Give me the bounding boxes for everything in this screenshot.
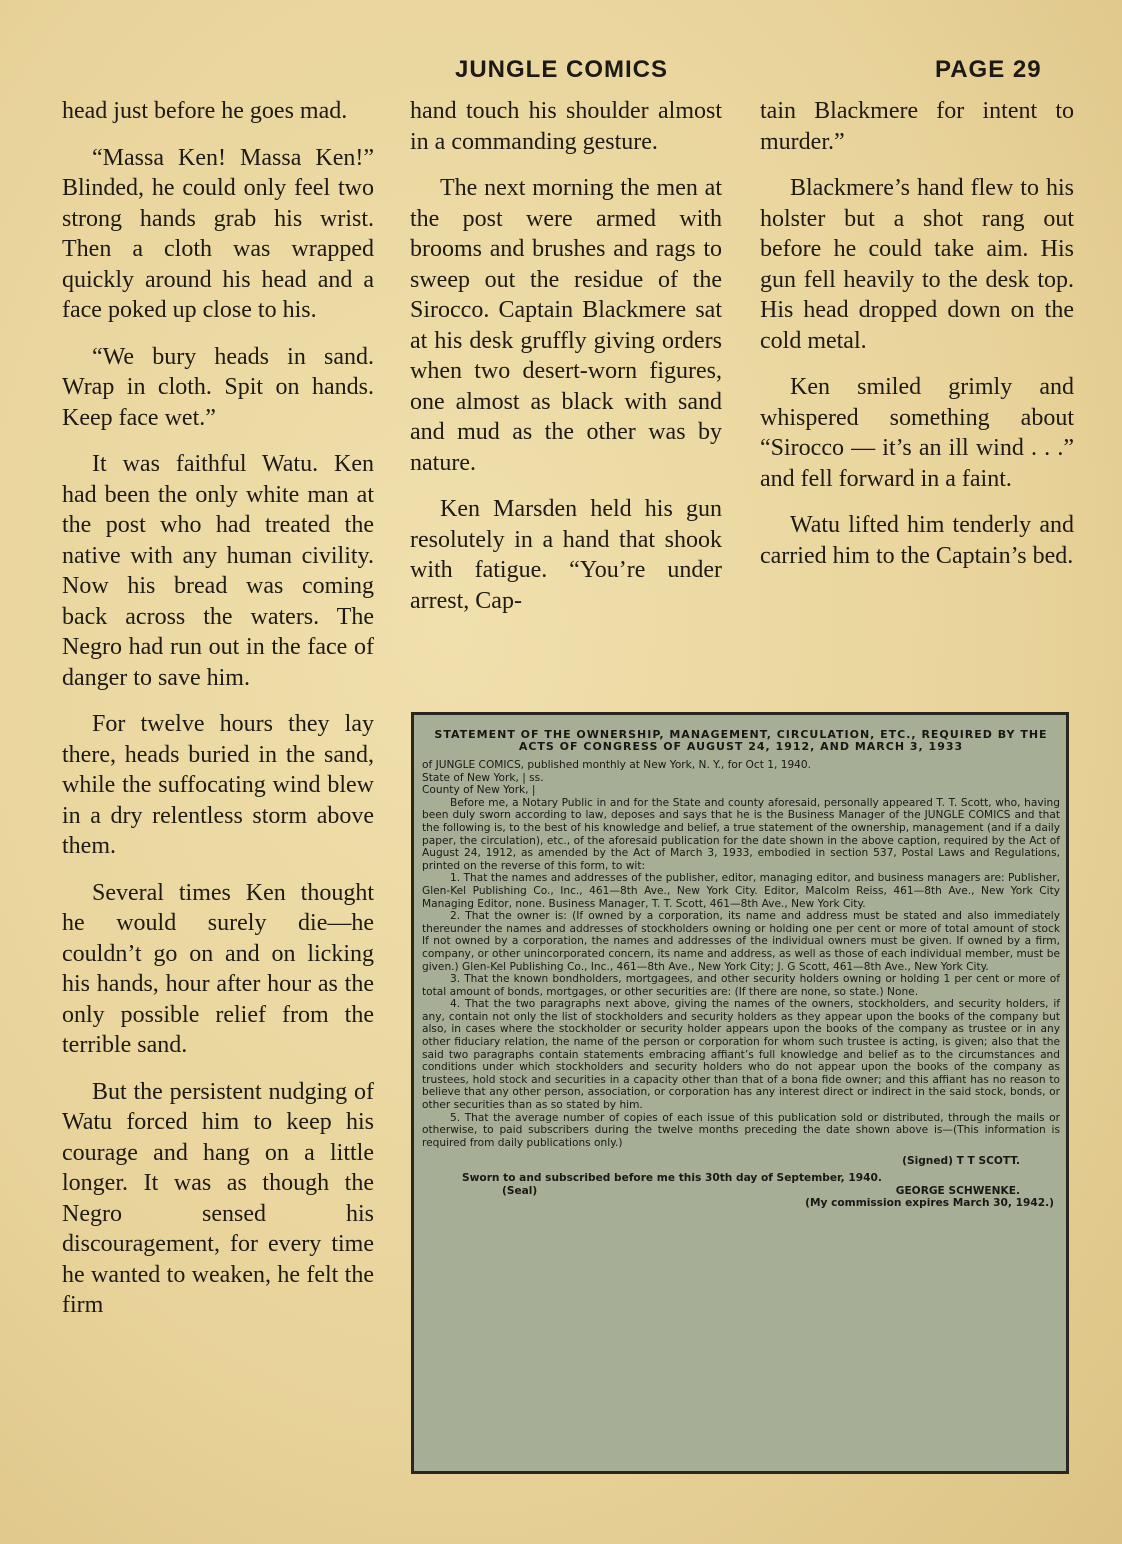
- statement-intro: Before me, a Notary Public in and for the State and county aforesaid, personally appeared T. T. Scott, who, having been duly sworn according to law, deposes and says that he is the Business Manager of the JUNGLE COMICS and that the following is, to the best of his knowledge and belief, a true statement of the ownership, management (and if a daily paper, the circulation), etc., of the aforesaid publication for the date shown in the above caption, required by the Act of August 24, 1912, as amended by the Act of March 3, 1933, embodied in section 537, Postal Laws and Regulations, printed on the reverse of this form, to wit:: [422, 796, 1060, 872]
- paragraph: For twelve hours they lay there, heads buried in the sand, while the suffocating wind blew in a dry relentless storm above them.: [62, 711, 374, 859]
- text-column-2: [410, 96, 722, 632]
- statement-notary: GEORGE SCHWENKE.: [895, 1184, 1020, 1197]
- paragraph: Several times Ken thought he would surely die—he couldn’t go on and on licking his hands, hour after hour as the only possible relief from the terrible sand.: [62, 879, 374, 1058]
- statement-sworn: Sworn to and subscribed before me this 30th day of September, 1940.: [462, 1172, 882, 1184]
- statement-seal-row: [422, 1185, 1060, 1198]
- statement-commission: (My commission expires March 30, 1942.): [805, 1197, 1054, 1210]
- statement-of-line: of JUNGLE COMICS, published monthly at New York, N. Y., for Oct 1, 1940.: [422, 759, 812, 771]
- text-column-3: [760, 96, 1074, 587]
- paragraph: tain Blackmere for intent to murder.”: [760, 98, 1074, 155]
- paragraph: Watu lifted him tenderly and carried him to the Captain’s bed.: [760, 512, 1074, 569]
- statement-item-3: 3. That the known bondholders, mortgagees, and other security holders owning or holding 1 per cent or more of total amount of bonds, mortgages, or other securities are: (If there are none, so state.) None.: [422, 973, 1060, 998]
- statement-heading: STATEMENT OF THE OWNERSHIP, MANAGEMENT, CIRCULATION, ETC., REQUIRED BY THE ACTS OF CONGRESS OF AUGUST 24, 1912, AND MARCH 3, 1933: [434, 728, 1048, 753]
- statement-item-1: 1. That the names and addresses of the publisher, editor, managing editor, and business managers are: Publisher, Glen-Kel Publishing Co., Inc., 461—8th Ave., New York City. Editor, Malcolm Reiss, 461—8th Ave., New York City Managing Editor, none. Business Manager, T. T. Scott, 461—8th Ave., New York City.: [422, 872, 1060, 910]
- text-column-1: [62, 96, 374, 1337]
- statement-item-2: 2. That the owner is: (If owned by a corporation, its name and address must be stated and also immediately thereunder the names and addresses of stockholders owning or holding one per cent or more of total amount of stock If not owned by a corporation, the names and addresses of the individual owners must be given. If owned by a firm, company, or other unincorporated concern, its name and address, as well as those of each individual member, must be given.) Glen-Kel Publishing Co., Inc., 461—8th Ave., New York City; J. G Scott, 461—8th Ave., New York City.: [422, 910, 1060, 973]
- paragraph: “Massa Ken! Massa Ken!” Blinded, he could only feel two strong hands grab his wrist. Then a cloth was wrapped quickly around his head and a face poked up close to his.: [62, 144, 374, 323]
- statement-county-line: County of New York, |: [422, 784, 536, 797]
- magazine-title: JUNGLE COMICS: [455, 56, 669, 83]
- paragraph: “We bury heads in sand. Wrap in cloth. Spit on hands. Keep face wet.”: [62, 343, 374, 431]
- statement-item-5: 5. That the average number of copies of each issue of this publication sold or distributed, through the mails or otherwise, to paid subscribers during the twelve months preceding the date shown above is—(This information is required from daily publications only.): [422, 1111, 1060, 1149]
- paragraph: The next morning the men at the post were armed with brooms and brushes and rags to sweep out the residue of the Sirocco. Captain Blackmere sat at his desk gruffly giving orders when two desert-worn figures, one almost as black with sand and mud as the other was by nature.: [410, 175, 722, 476]
- ownership-statement-box: [411, 712, 1069, 1474]
- paragraph: hand touch his shoulder almost in a commanding gesture.: [410, 98, 722, 155]
- statement-item-4: 4. That the two paragraphs next above, giving the names of the owners, stockholders, and security holders, if any, contain not only the list of stockholders and security holders as they appear upon the books of the company but also, in cases where the stockholder or security holder appears upon the books of the company as trustee or in any other fiduciary relation, the name of the person or corporation for whom such trustee is acting, is given; also that the said two paragraphs contain statements embracing affiant’s full knowledge and belief as to the circumstances and conditions under which stockholders and security holders who do not appear upon the books of the company as trustees, hold stock and securities in a capacity other than that of a bona fide owner; and this affiant has no reason to believe that any other person, association, or corporation has any interest direct or indirect in the said stock, bonds, or other securities than as so stated by him.: [422, 998, 1060, 1112]
- statement-state-line: State of New York, | ss.: [422, 771, 544, 784]
- paragraph: Blackmere’s hand flew to his holster but a shot rang out before he could take aim. His gun fell heavily to the desk top. His head dropped down on the cold metal.: [760, 175, 1074, 354]
- statement-signed: (Signed) T T SCOTT.: [902, 1155, 1020, 1168]
- statement-seal: (Seal): [502, 1184, 538, 1197]
- paragraph: But the persistent nudging of Watu forced him to keep his courage and hang on a little longer. It was as though the Negro sensed his discouragement, for every time he wanted to weaken, he felt the firm: [62, 1078, 374, 1318]
- paragraph: head just before he goes mad.: [62, 98, 348, 124]
- paragraph: Ken Marsden held his gun resolutely in a hand that shook with fatigue. “You’re under arrest, Cap-: [410, 496, 722, 614]
- paragraph: It was faithful Watu. Ken had been the only white man at the post who had treated the native with any human civility. Now his bread was coming back across the waters. The Negro had run out in the face of danger to save him.: [62, 451, 374, 691]
- page-number: PAGE 29: [935, 56, 1042, 83]
- paragraph: Ken smiled grimly and whispered something about “Sirocco — it’s an ill wind . . .” and fell forward in a faint.: [760, 374, 1074, 492]
